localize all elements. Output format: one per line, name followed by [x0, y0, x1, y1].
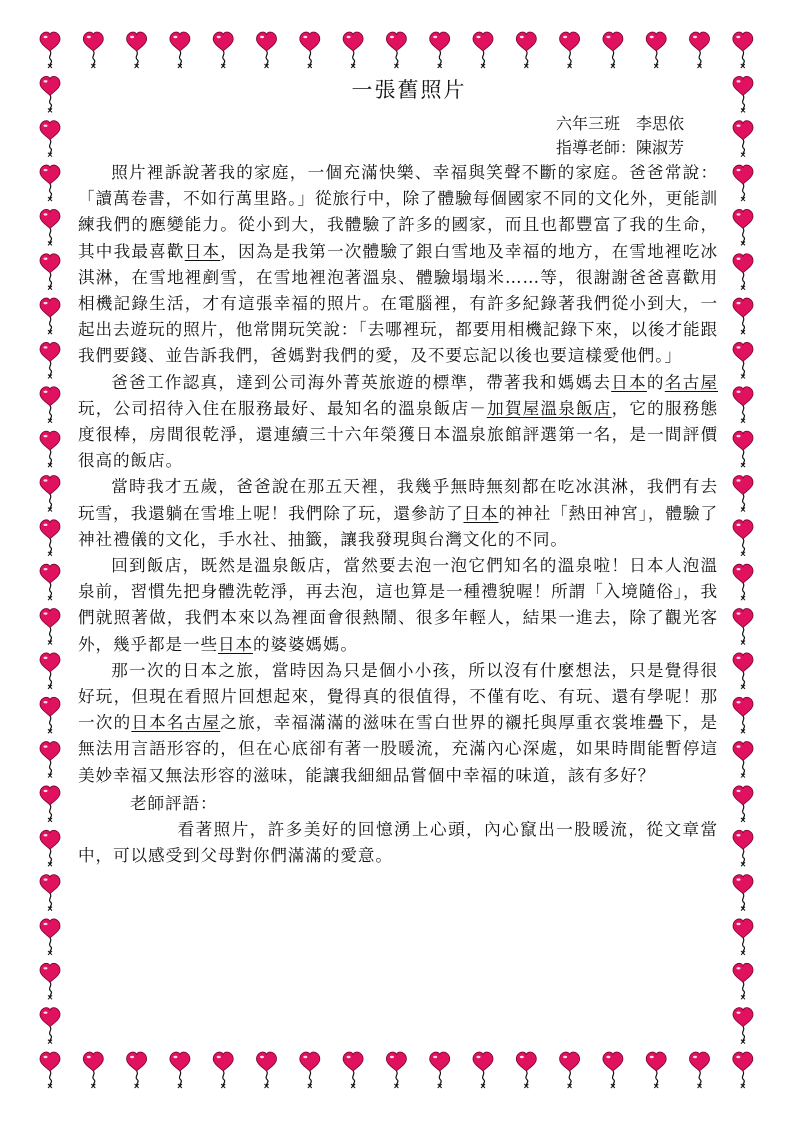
heart-balloon-icon: [40, 1052, 60, 1088]
heart-balloon-icon: [40, 1008, 60, 1044]
text-run: ，因為是我第一次體驗了銀白雪地及幸福的地方，在雪地裡吃冰淇淋，在雪地裡剷雪，在雪地裡泡著溫泉、體驗塌塌米……等，很謝謝爸爸喜歡用相機記錄生活，才有這張幸福的照片。在電腦裡，有許多紀錄著我們從小到大，一起出去遊玩的照片，他常開玩笑說：「去哪裡玩，都要用相機記錄下來，以後才能跟我們要錢、並告訴我們，爸媽對我們的愛，及不要忘記以後也要這樣愛他們。」: [78, 241, 718, 366]
heart-balloon-icon: [733, 165, 753, 201]
heart-balloon-icon: [733, 609, 753, 645]
heart-balloon-icon: [40, 165, 60, 201]
heart-balloon-icon: [40, 76, 60, 112]
heart-balloon-icon: [40, 830, 60, 866]
heart-balloon-icon: [733, 786, 753, 822]
heart-balloon-icon: [300, 1052, 320, 1088]
heart-balloon-icon: [473, 1052, 493, 1088]
heart-balloon-icon: [257, 32, 277, 68]
heart-balloon-icon: [300, 32, 320, 68]
heart-balloon-icon: [733, 32, 753, 68]
text-run: 回到飯店，既然是溫泉飯店，當然要去泡一泡它們知名的溫泉啦！日本人泡溫泉前，習慣先把身體洗乾淨，再去泡，這也算是一種禮貌喔！所謂「入境隨俗」，我們就照著做，我們本來以為裡面會很熱鬧、很多年輕人，結果一進去，除了觀光客外，幾乎都是一些: [78, 556, 718, 654]
heart-balloon-icon: [646, 1052, 666, 1088]
heart-balloon-icon: [170, 32, 190, 68]
heart-balloon-icon: [40, 919, 60, 955]
heart-balloon-icon: [690, 1052, 710, 1088]
heart-balloon-icon: [83, 1052, 103, 1088]
essay-paragraph: [78, 474, 718, 553]
underlined-name: 加賀屋溫泉飯店: [486, 398, 612, 418]
heart-balloon-icon: [430, 32, 450, 68]
heart-balloon-icon: [733, 564, 753, 600]
essay-page: [78, 74, 718, 869]
heart-balloon-icon: [733, 742, 753, 778]
heart-balloon-icon: [40, 697, 60, 733]
heart-balloon-icon: [516, 32, 536, 68]
heart-balloon-icon: [733, 919, 753, 955]
essay-paragraph: [78, 658, 718, 789]
heart-balloon-icon: [40, 520, 60, 556]
teacher-comment-text: 看著照片，許多美好的回憶湧上心頭，內心竄出一股暖流，從文章當中，可以感受到父母對你們滿滿的愛意。: [78, 820, 718, 866]
heart-balloon-icon: [257, 1052, 277, 1088]
text-run: 的婆婆媽媽。: [252, 634, 358, 654]
heart-balloon-icon: [40, 786, 60, 822]
heart-balloon-icon: [40, 32, 60, 68]
underlined-name: 日本: [184, 241, 221, 261]
heart-balloon-icon: [40, 342, 60, 378]
heart-balloon-icon: [83, 32, 103, 68]
heart-balloon-icon: [560, 32, 580, 68]
heart-balloon-icon: [603, 32, 623, 68]
teacher-line: 指導老師：陳淑芳: [555, 138, 684, 157]
heart-balloon-icon: [343, 32, 363, 68]
heart-balloon-icon: [516, 1052, 536, 1088]
text-run: 的神社「熱田神宮」，體驗了神社禮儀的文化，手水社、抽籤，讓我發現與台灣文化的不同。: [78, 503, 718, 549]
essay-title: 一張舊照片: [351, 78, 467, 102]
underlined-name: 名古屋: [664, 372, 718, 392]
heart-balloon-icon: [733, 520, 753, 556]
heart-balloon-icon: [733, 875, 753, 911]
heart-balloon-icon: [733, 298, 753, 334]
essay-paragraph: [78, 553, 718, 658]
heart-balloon-icon: [733, 254, 753, 290]
underlined-name: 日本: [463, 503, 499, 523]
heart-balloon-icon: [733, 431, 753, 467]
heart-balloon-icon: [386, 32, 406, 68]
text-run: 那一次的日本之旅，當時因為只是個小小孩，所以沒有什麼想法，只是覺得很好玩，但現在看照片回想起來，覺得真的很值得，不僅有吃、有玩、還有學呢！那一次的: [78, 660, 718, 733]
heart-balloon-icon: [733, 387, 753, 423]
text-run: 照片裡訴說著我的家庭，一個充滿快樂、幸福與笑聲不斷的家庭。爸爸常說：「讀萬卷書，不如行萬里路。」從旅行中，除了體驗每個國家不同的文化外，更能訓練我們的應變能力。從小到大，我體驗了許多的國家，而且也都豐富了我的生命，其中我最喜歡: [78, 163, 718, 261]
text-run: ，它的服務態度很棒，房間很乾淨，還連續三十六年榮獲日本溫泉旅館評選第一名，是一間評價很高的飯店。: [78, 398, 718, 471]
essay-body: [78, 160, 718, 789]
heart-balloon-icon: [40, 298, 60, 334]
heart-balloon-icon: [733, 209, 753, 245]
heart-balloon-icon: [733, 1052, 753, 1088]
heart-balloon-icon: [40, 963, 60, 999]
heart-balloon-icon: [473, 32, 493, 68]
heart-balloon-icon: [603, 1052, 623, 1088]
text-run: 當時我才五歲，爸爸說在那五天裡，我幾乎無時無刻都在吃冰淇淋，我們有去玩雪，我還躺在雪堆上呢！我們除了玩，還參訪了: [78, 477, 718, 523]
heart-balloon-icon: [343, 1052, 363, 1088]
heart-balloon-icon: [213, 32, 233, 68]
heart-balloon-icon: [127, 1052, 147, 1088]
heart-balloon-icon: [40, 875, 60, 911]
essay-paragraph: [78, 160, 718, 370]
heart-balloon-icon: [733, 963, 753, 999]
heart-balloon-icon: [40, 564, 60, 600]
heart-balloon-icon: [733, 1008, 753, 1044]
heart-balloon-icon: [40, 387, 60, 423]
heart-balloon-icon: [386, 1052, 406, 1088]
underlined-name: 日本名古屋: [131, 713, 221, 733]
heart-balloon-icon: [733, 76, 753, 112]
heart-balloon-icon: [733, 697, 753, 733]
heart-balloon-icon: [40, 209, 60, 245]
teacher-comment-label: 老師評語：: [130, 793, 218, 813]
heart-balloon-icon: [560, 1052, 580, 1088]
heart-balloon-icon: [127, 32, 147, 68]
text-run: 的: [646, 372, 665, 392]
heart-balloon-icon: [213, 1052, 233, 1088]
author-line: 六年三班 李思依: [555, 114, 684, 133]
heart-balloon-icon: [733, 830, 753, 866]
heart-balloon-icon: [40, 475, 60, 511]
heart-balloon-icon: [733, 475, 753, 511]
heart-balloon-icon: [40, 431, 60, 467]
underlined-name: 日本: [611, 372, 647, 392]
heart-balloon-icon: [733, 121, 753, 157]
heart-balloon-icon: [40, 121, 60, 157]
underlined-name: 日本: [217, 634, 253, 654]
text-run: 爸爸工作認真，達到公司海外菁英旅遊的標準，帶著我和媽媽去: [111, 372, 612, 392]
heart-balloon-icon: [646, 32, 666, 68]
heart-balloon-icon: [40, 653, 60, 689]
heart-balloon-icon: [430, 1052, 450, 1088]
text-run: 玩，公司招待入住在服務最好、最知名的溫泉飯店－: [78, 398, 487, 418]
heart-balloon-icon: [690, 32, 710, 68]
heart-balloon-icon: [40, 254, 60, 290]
heart-balloon-icon: [170, 1052, 190, 1088]
text-run: 之旅，幸福滿滿的滋味在雪白世界的襯托與厚重衣裳堆疊下，是無法用言語形容的，但在心底卻有著一股暖流，充滿內心深處，如果時間能暫停這美妙幸福又無法形容的滋味，能讓我細細品嘗個中幸福的味道，該有多好？: [78, 713, 719, 785]
heart-balloon-icon: [40, 609, 60, 645]
essay-paragraph: [78, 370, 718, 475]
heart-balloon-icon: [733, 342, 753, 378]
heart-balloon-icon: [733, 653, 753, 689]
heart-balloon-icon: [40, 742, 60, 778]
